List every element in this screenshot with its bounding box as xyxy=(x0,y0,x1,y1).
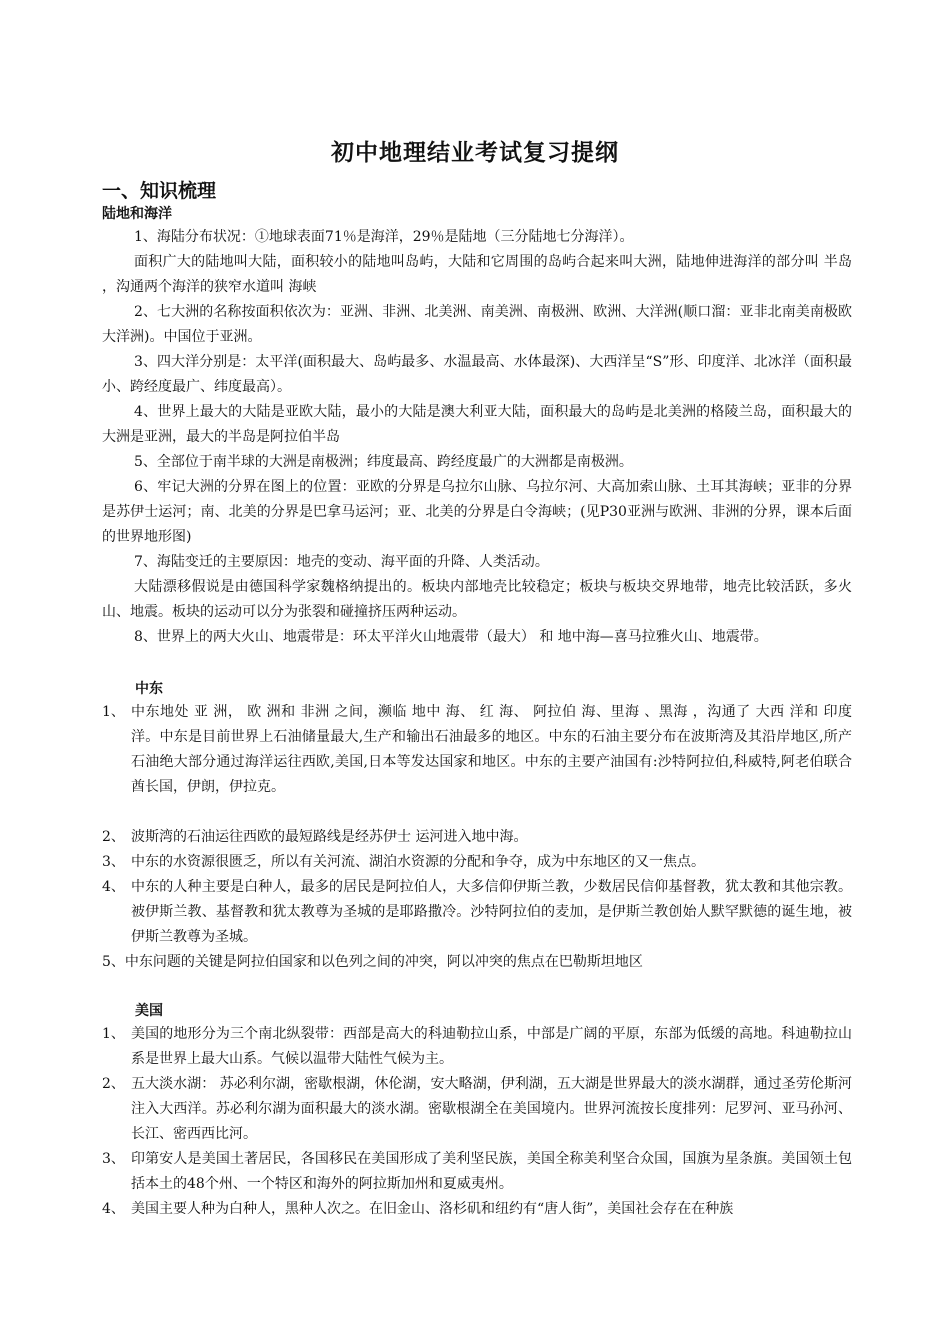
list-text: 中东的人种主要是白种人，最多的居民是阿拉伯人，大多信仰伊斯兰教，少数居民信仰基督教，犹太教和其他宗教。被伊斯兰教、基督教和犹太教尊为圣城的是耶路撒冷。沙特阿拉伯的麦加，是伊斯兰教创始人默罕默德的诞生地，被伊斯兰教尊为圣城。 xyxy=(131,879,852,945)
land-p6: 6、牢记大洲的分界在图上的位置：亚欧的分界是乌拉尔山脉、乌拉尔河、大高加索山脉、土耳其海峡；亚非的分界是苏伊士运河；南、北美的分界是巴拿马运河；亚、北美的分界是白令海峡；(见P30亚洲与欧洲、非洲的分界，课本后面的世界地形图) xyxy=(102,479,852,545)
section-middle-east: 中东 xyxy=(135,681,163,697)
list-item xyxy=(102,825,852,850)
list-text: 印第安人是美国土著居民，各国移民在美国形成了美利坚民族，美国全称美利坚合众国，国旗为星条旗。美国领土包括本土的48个州、一个特区和海外的阿拉斯加州和夏威夷州。 xyxy=(131,1151,852,1192)
list-text: 美国主要人种为白种人，黑种人次之。在旧金山、洛杉矶和纽约有“唐人街”，美国社会存在在种族 xyxy=(131,1201,734,1217)
list-number: 3、 xyxy=(102,854,125,870)
land-p5: 5、全部位于南半球的大洲是南极洲；纬度最高、跨经度最广的大洲都是南极洲。 xyxy=(134,454,633,470)
land-p3: 3、四大洋分别是：太平洋(面积最大、岛屿最多、水温最高、水体最深)、大西洋呈“S”形、印度洋、北冰洋（面积最小、跨经度最广、纬度最高）。 xyxy=(102,354,852,395)
section-land-ocean: 陆地和海洋 xyxy=(102,206,172,222)
list-number: 2、 xyxy=(102,1076,125,1092)
list-text: 5、中东问题的关键是阿拉伯国家和以色列之间的冲突，阿以冲突的焦点在巴勒斯坦地区 xyxy=(102,954,643,970)
list-item xyxy=(102,875,852,950)
land-p8: 8、世界上的两大火山、地震带是：环太平洋火山地震带（最大） 和 地中海—喜马拉雅火山、地震带。 xyxy=(134,629,768,645)
heading-knowledge: 一、知识梳理 xyxy=(102,180,217,202)
land-p2: 2、七大洲的名称按面积依次为：亚洲、非洲、北美洲、南美洲、南极洲、欧洲、大洋洲(顺口溜：亚非北南美南极欧大洋洲)。中国位于亚洲。 xyxy=(102,304,852,345)
land-p4: 4、世界上最大的大陆是亚欧大陆，最小的大陆是澳大利亚大陆，面积最大的岛屿是北美洲的格陵兰岛，面积最大的大洲是亚洲，最大的半岛是阿拉伯半岛 xyxy=(102,404,852,445)
list-text: 中东地处 亚 洲， 欧 洲和 非洲 之间，濒临 地中 海、 红 海、 阿拉伯 海、里海 、黑海 ，沟通了 大西 洋和 印度 洋。中东是目前世界上石油储量最大,生产和输出石油最多的地区。中东的石油主要分布在波斯湾及其沿岸地区,所产石油绝大部分通过海洋运往西欧,美国,日本等发达国家和地区。中东的主要产油国有:沙特阿拉伯,科威特,阿老伯联合酋长国，伊朗，伊拉克。 xyxy=(131,704,852,795)
list-item xyxy=(102,950,852,975)
list-number: 4、 xyxy=(102,1201,125,1217)
land-p7: 7、海陆变迁的主要原因：地壳的变动、海平面的升降、人类活动。 xyxy=(134,554,549,570)
document-title: 初中地理结业考试复习提纲 xyxy=(331,139,619,166)
list-number: 2、 xyxy=(102,829,125,845)
list-text: 美国的地形分为三个南北纵裂带：西部是高大的科迪勒拉山系，中部是广阔的平原，东部为低缓的高地。科迪勒拉山系是世界上最大山系。气候以温带大陆性气候为主。 xyxy=(131,1026,852,1067)
list-number: 4、 xyxy=(102,879,125,895)
land-p7b: 大陆漂移假说是由德国科学家魏格纳提出的。板块内部地壳比较稳定；板块与板块交界地带，地壳比较活跃，多火山、地震。板块的运动可以分为张裂和碰撞挤压两种运动。 xyxy=(102,579,852,620)
list-item xyxy=(102,1072,852,1147)
list-item xyxy=(102,850,852,875)
list-item xyxy=(102,1022,852,1072)
list-number: 1、 xyxy=(102,1026,125,1042)
list-number: 3、 xyxy=(102,1151,125,1167)
list-number: 1、 xyxy=(102,704,125,720)
list-item xyxy=(102,1147,852,1197)
section-usa: 美国 xyxy=(135,1003,163,1019)
list-text: 中东的水资源很匮乏，所以有关河流、湖泊水资源的分配和争夺，成为中东地区的又一焦点。 xyxy=(131,854,705,870)
list-text: 五大淡水湖： 苏必利尔湖，密歇根湖，休伦湖，安大略湖，伊利湖，五大湖是世界最大的淡水湖群，通过圣劳伦斯河注入大西洋。苏必利尔湖为面积最大的淡水湖。密歇根湖全在美国境内。世界河流按长度排列：尼罗河、亚马孙河、长江、密西西比河。 xyxy=(131,1076,852,1142)
list-text: 波斯湾的石油运往西欧的最短路线是经苏伊士 运河进入地中海。 xyxy=(131,829,528,845)
land-p1b: 面积广大的陆地叫大陆，面积较小的陆地叫岛屿，大陆和它周围的岛屿合起来叫大洲，陆地伸进海洋的部分叫 半岛 ，沟通两个海洋的狭窄水道叫 海峡 xyxy=(102,254,852,295)
list-item xyxy=(102,700,852,800)
land-p1: 1、海陆分布状况：①地球表面71％是海洋，29％是陆地（三分陆地七分海洋）。 xyxy=(134,229,634,245)
list-item xyxy=(102,1197,852,1222)
